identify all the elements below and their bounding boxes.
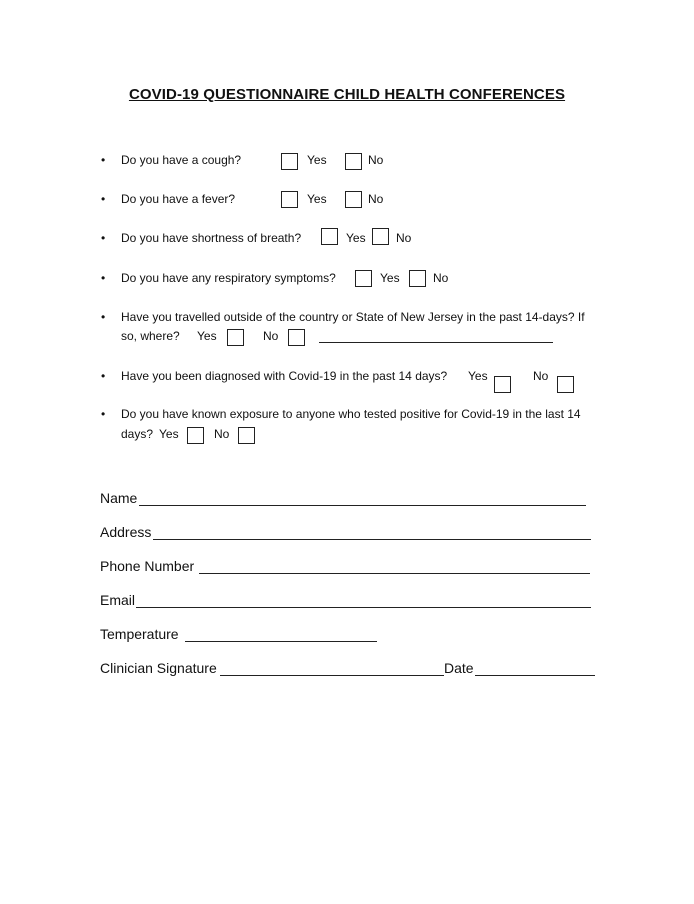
yes-label: Yes [380,271,400,285]
bullet: • [101,310,106,324]
date-label: Date [444,660,474,676]
no-label: No [533,369,549,383]
page-title: COVID-19 QUESTIONNAIRE CHILD HEALTH CONFERENCES [128,86,566,103]
email-line[interactable] [136,607,591,608]
name-line[interactable] [139,505,586,506]
respiratory-no-checkbox[interactable] [409,270,426,287]
yes-label: Yes [307,153,327,167]
no-label: No [433,271,449,285]
question-exposure-line1: Do you have known exposure to anyone who tested positive for Covid-19 in the last 14 [121,407,581,421]
bullet: • [101,231,106,245]
question-fever: Do you have a fever? [121,192,236,206]
cough-yes-checkbox[interactable] [281,153,298,170]
cough-no-checkbox[interactable] [345,153,362,170]
no-label: No [368,192,384,206]
bullet: • [101,271,106,285]
yes-label: Yes [197,329,217,343]
travel-no-checkbox[interactable] [288,329,305,346]
no-label: No [214,427,230,441]
no-label: No [396,231,412,245]
bullet: • [101,192,106,206]
address-line[interactable] [153,539,591,540]
phone-label: Phone Number [100,558,195,574]
fever-yes-checkbox[interactable] [281,191,298,208]
email-label: Email [100,592,136,608]
question-exposure-line2: days? [121,427,154,441]
exposure-no-checkbox[interactable] [238,427,255,444]
question-cough: Do you have a cough? [121,153,242,167]
signature-line[interactable] [220,675,444,676]
diagnosed-no-checkbox[interactable] [557,376,574,393]
breath-yes-checkbox[interactable] [321,228,338,245]
name-label: Name [100,490,138,506]
question-diagnosed: Have you been diagnosed with Covid-19 in the past 14 days? [121,369,448,383]
diagnosed-yes-checkbox[interactable] [494,376,511,393]
temperature-line[interactable] [185,641,377,642]
yes-label: Yes [468,369,488,383]
bullet: • [101,407,106,421]
signature-label: Clinician Signature [100,660,217,676]
yes-label: Yes [159,427,179,441]
question-travel-line1: Have you travelled outside of the country or State of New Jersey in the past 14-days? If [121,310,585,324]
travel-yes-checkbox[interactable] [227,329,244,346]
date-line[interactable] [475,675,595,676]
fever-no-checkbox[interactable] [345,191,362,208]
temperature-label: Temperature [100,626,179,642]
respiratory-yes-checkbox[interactable] [355,270,372,287]
bullet: • [101,369,106,383]
yes-label: Yes [346,231,366,245]
question-travel-line2: so, where? [121,329,180,343]
no-label: No [263,329,279,343]
no-label: No [368,153,384,167]
exposure-yes-checkbox[interactable] [187,427,204,444]
breath-no-checkbox[interactable] [372,228,389,245]
travel-where-line[interactable] [319,342,553,343]
question-shortness-of-breath: Do you have shortness of breath? [121,231,302,245]
address-label: Address [100,524,152,540]
phone-line[interactable] [199,573,590,574]
question-respiratory-symptoms: Do you have any respiratory symptoms? [121,271,336,285]
yes-label: Yes [307,192,327,206]
bullet: • [101,153,106,167]
